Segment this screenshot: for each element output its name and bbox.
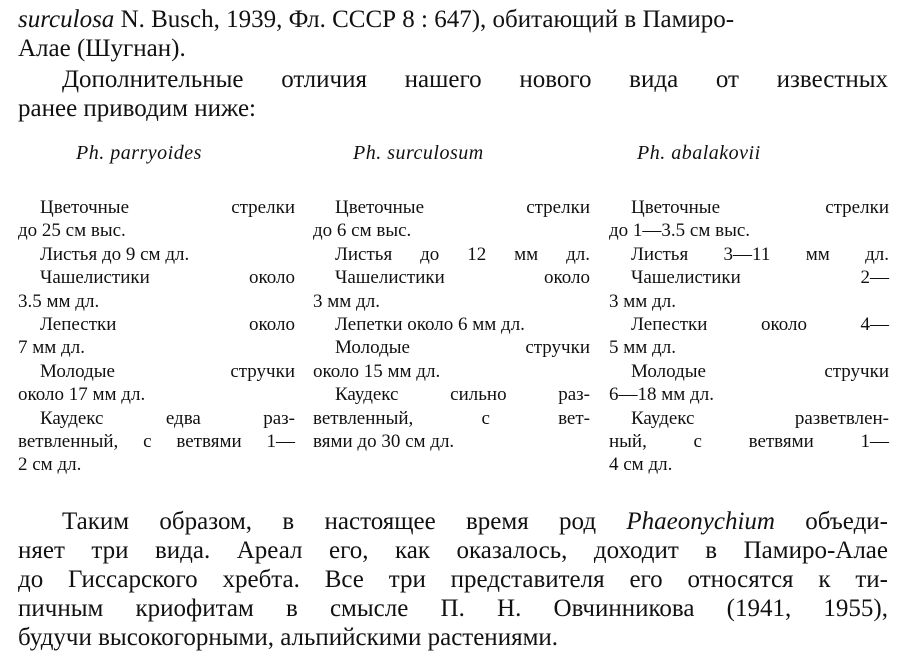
top-paragraph-line-4: ранее приводим ниже: bbox=[18, 95, 257, 122]
bottom-paragraph-line-2: няет три вида. Ареал его, как оказалось, доходит в Памиро-Алае bbox=[18, 537, 888, 564]
column-line: до 25 см выс. bbox=[18, 220, 126, 242]
column-heading: Ph. surculosum bbox=[353, 142, 484, 164]
column-line: около 17 мм дл. bbox=[18, 384, 146, 406]
column-line: Молодые стручки bbox=[40, 360, 295, 382]
column-line: Лепестки около bbox=[40, 314, 295, 336]
column-line: Цветочные стрелки bbox=[335, 197, 590, 218]
column-line: Чашелистики около bbox=[40, 267, 295, 289]
column-line: Каудекс сильно раз- bbox=[335, 384, 590, 406]
column-line: Лепетки около 6 мм дл. bbox=[335, 314, 525, 336]
column-line: Каудекс разветвлен- bbox=[631, 407, 889, 429]
column-line: Молодые стручки bbox=[335, 337, 590, 359]
column-heading: Ph. parryoides bbox=[76, 142, 202, 164]
bottom-line-1-start: Таким образом, в настоящее время род bbox=[62, 508, 627, 535]
column-line: Листья 3—11 мм дл. bbox=[631, 243, 889, 265]
comparison-column-parryoides bbox=[18, 140, 295, 477]
column-line: Листья до 9 см дл. bbox=[40, 243, 190, 265]
column-body bbox=[18, 196, 295, 477]
top-paragraph-line-1 bbox=[18, 6, 888, 34]
column-line: 3 мм дл. bbox=[313, 290, 380, 312]
top-paragraph-line-2: Алае (Шугнан). bbox=[18, 35, 186, 62]
column-body bbox=[609, 196, 889, 477]
column-line: до 6 см выс. bbox=[313, 220, 412, 242]
column-line: 2 см дл. bbox=[18, 454, 82, 476]
bottom-paragraph-line-4: пичным криофитам в смысле П. Н. Овчинникова (1941, 1955), bbox=[18, 595, 888, 622]
column-line: ветвленный, с ветвями 1— bbox=[18, 431, 295, 453]
column-line: 6—18 мм дл. bbox=[609, 384, 714, 406]
bottom-paragraph bbox=[18, 507, 888, 652]
column-line: до 1—3.5 см выс. bbox=[609, 220, 751, 242]
top-line-1-text: N. Busch, 1939, Фл. СССР 8 : 647), обитающий в Памиро- bbox=[114, 6, 735, 33]
genus-name-italic: Phaeonychium bbox=[626, 508, 775, 535]
bottom-paragraph-line-1 bbox=[18, 507, 888, 536]
column-line: 3 мм дл. bbox=[609, 290, 676, 312]
bottom-paragraph-line-3: до Гиссарского хребта. Все три представителя его относятся к ти- bbox=[18, 566, 888, 593]
column-line: Чашелистики около bbox=[335, 267, 590, 289]
column-line: 3.5 мм дл. bbox=[18, 290, 100, 312]
column-line: ветвленный, с вет- bbox=[313, 407, 590, 429]
column-line: Цветочные стрелки bbox=[40, 197, 295, 218]
column-line: 7 мм дл. bbox=[18, 337, 85, 359]
comparison-column-surculosum bbox=[313, 140, 590, 453]
column-line: Чашелистики 2— bbox=[631, 267, 889, 289]
column-line: Листья до 12 мм дл. bbox=[335, 243, 590, 265]
bottom-line-1-end: объеди- bbox=[774, 508, 889, 535]
bottom-paragraph-line-5: будучи высокогорными, альпийскими растениями. bbox=[18, 624, 559, 651]
column-line: Молодые стручки bbox=[631, 360, 889, 382]
column-line: Каудекс едва раз- bbox=[40, 407, 295, 429]
column-line: вями до 30 см дл. bbox=[313, 431, 455, 453]
species-name-italic: surculosa bbox=[18, 6, 115, 33]
column-line: Цветочные стрелки bbox=[631, 197, 889, 218]
column-line: 4 см дл. bbox=[609, 454, 673, 476]
column-line: 5 мм дл. bbox=[609, 337, 676, 359]
column-body bbox=[313, 196, 590, 453]
column-line: Лепестки около 4— bbox=[631, 314, 889, 336]
column-line: ный, с ветвями 1— bbox=[609, 431, 889, 453]
top-paragraph-line-3: Дополнительные отличия нашего нового вида от известных bbox=[62, 66, 888, 93]
column-heading: Ph. abalakovii bbox=[637, 142, 761, 164]
comparison-column-abalakovii bbox=[609, 140, 889, 477]
column-line: около 15 мм дл. bbox=[313, 360, 441, 382]
